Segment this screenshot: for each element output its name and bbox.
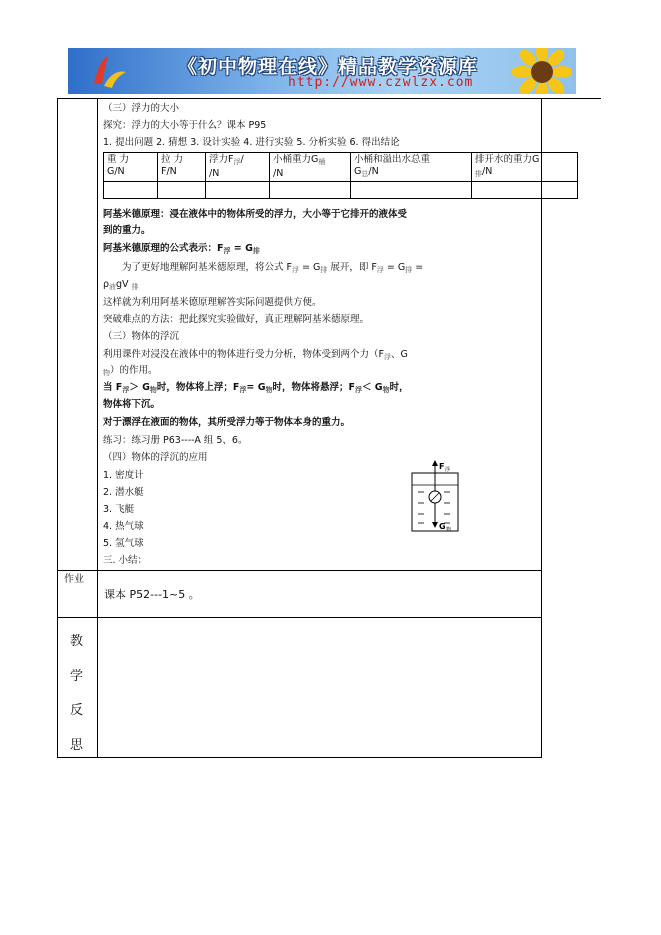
- table-header-cell: 重 力 G/N: [104, 153, 158, 182]
- exercise-note: 练习：练习册 P63----A 组 5、6。: [103, 435, 248, 446]
- table-border-top: [57, 98, 601, 99]
- site-title: 《初中物理在线》精品教学资源库: [178, 56, 479, 78]
- row-divider-reflection-top: [57, 617, 542, 618]
- formula-expansion: 为了更好地理解阿基米德原理，将公式 $F_浮 = G_排$ 展开，即 $F_浮 = G_排$ =: [122, 262, 424, 274]
- reflection-char: 反: [70, 703, 84, 718]
- application-note: 这样就为利用阿基米德原理解答实际问题提供方便。: [103, 297, 322, 308]
- sunflower-icon: [512, 48, 572, 94]
- table-divider-vertical: [97, 98, 98, 757]
- table-cell[interactable]: [104, 182, 158, 199]
- homework-label: 作业: [64, 574, 84, 585]
- force-analysis-cont: $_物$）的作用。: [103, 365, 158, 377]
- archimedes-principle: 阿基米德原理：浸在液体中的物体所受的浮力，大小等于它排开的液体受: [103, 209, 408, 220]
- list-item: 1. 密度计: [103, 470, 144, 481]
- formula-expansion-cont: $\rho_液gV$ $_排$: [103, 279, 139, 291]
- reflection-char: 思: [70, 738, 84, 753]
- section-heading-states: （三）物体的浮沉: [103, 331, 180, 342]
- float-conditions-cont: 物体将下沉。: [103, 399, 161, 410]
- experiment-table: [103, 152, 578, 199]
- table-cell[interactable]: [270, 182, 351, 199]
- table-header-cell: 排开水的重力G $_排$/N: [472, 153, 578, 182]
- table-cell[interactable]: [206, 182, 270, 199]
- archimedes-principle-cont: 到的重力。: [103, 225, 151, 236]
- section-heading-float-size: （三）浮力的大小: [103, 103, 180, 114]
- experiment-steps: 1. 提出问题 2. 猜想 3. 设计实验 4. 进行实验 5. 分析实验 6. 得出结论: [103, 137, 400, 148]
- list-item: 2. 潜水艇: [103, 487, 144, 498]
- table-header-cell: 小桶和溢出水总重 $G_总/N$: [351, 153, 472, 182]
- site-url[interactable]: http://www.czwlzx.com: [288, 75, 474, 90]
- buoyancy-force-diagram: [410, 459, 460, 534]
- table-cell[interactable]: [351, 182, 472, 199]
- table-border-bottom: [57, 757, 542, 758]
- site-logo-icon: [88, 54, 128, 90]
- table-header-cell: 拉 力 F/N: [158, 153, 206, 182]
- archimedes-formula: 阿基米德原理的公式表示：$F_浮 = G_排$: [103, 243, 260, 255]
- table-header-cell: 小桶重力$G_桶$ /N: [270, 153, 351, 182]
- table-header-cell: 浮力$F_浮/$ /N: [206, 153, 270, 182]
- summary-label: 三. 小结：: [103, 555, 148, 566]
- reflection-char: 教: [70, 634, 84, 649]
- list-item: 3. 飞艇: [103, 504, 135, 515]
- list-item: 4. 热气球: [103, 521, 144, 532]
- explore-question: 探究：浮力的大小等于什么？课本 P95: [103, 120, 267, 131]
- diagram-label-buoyancy: F: [439, 462, 445, 471]
- force-analysis: 利用课件对浸没在液体中的物体进行受力分析，物体受到两个力（$F_浮$、G: [103, 349, 408, 361]
- table-border-left: [57, 98, 58, 757]
- floating-object-note: 对于漂浮在液面的物体，其所受浮力等于物体本身的重力。: [103, 417, 351, 428]
- reflection-char: 学: [70, 669, 84, 684]
- section-heading-applications: （四）物体的浮沉的应用: [103, 452, 208, 463]
- float-conditions: 当 $F_浮> G_物$时，物体将上浮；$F_浮= G_物$时，物体将悬浮；$F_浮< G_物$时，: [103, 382, 409, 394]
- diagram-label-gravity: G: [439, 522, 446, 531]
- row-divider-homework-top: [57, 570, 542, 571]
- table-row: [104, 182, 578, 199]
- breakthrough-note: 突破难点的方法：把此探究实验做好，真正理解阿基米德原理。: [103, 314, 370, 325]
- homework-content: 课本 P52---1~5 。: [104, 588, 200, 601]
- header-banner: [68, 48, 576, 94]
- table-cell[interactable]: [158, 182, 206, 199]
- list-item: 5. 氢气球: [103, 538, 144, 549]
- table-row-header: [104, 153, 578, 182]
- table-cell[interactable]: [472, 182, 578, 199]
- diagram-label-buoyancy-sub: 浮: [445, 467, 451, 473]
- diagram-label-gravity-sub: 物: [446, 527, 452, 533]
